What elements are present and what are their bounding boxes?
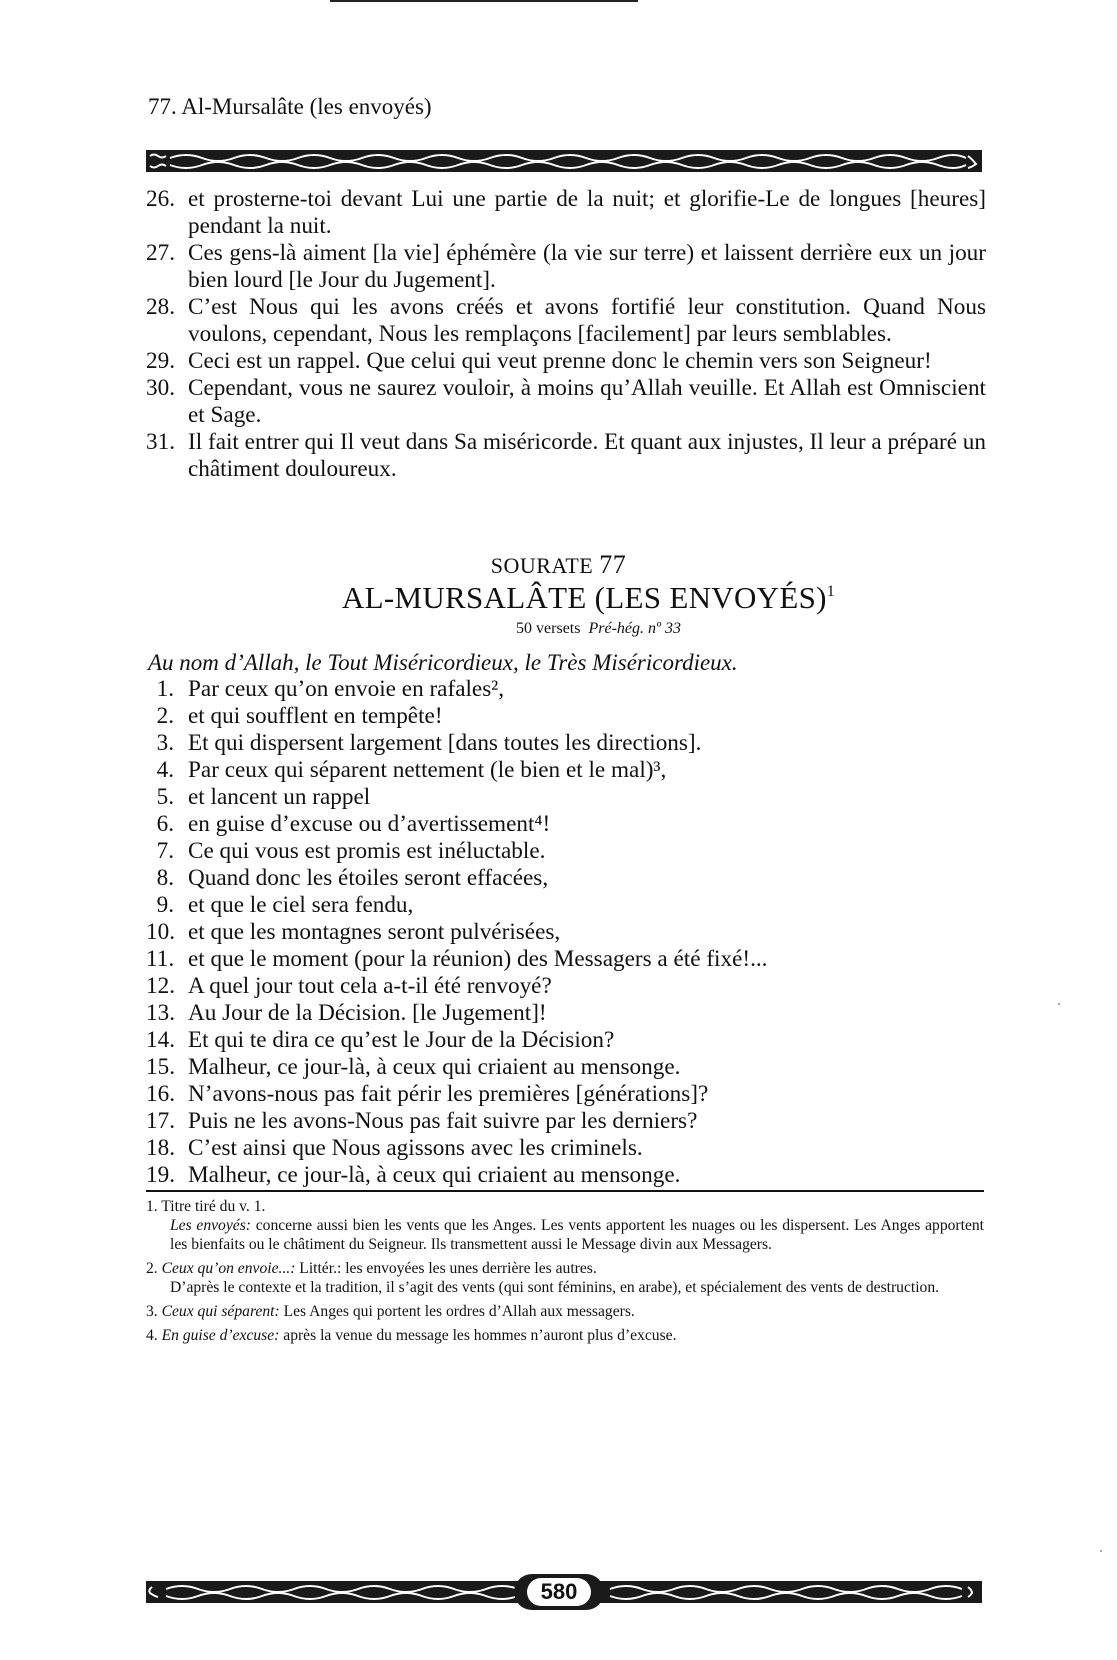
sourate-label xyxy=(0,550,1117,580)
footnote-rule xyxy=(146,1190,984,1192)
verse-text: Au Jour de la Décision. [le Jugement]! xyxy=(188,1000,547,1026)
footnote-text: Littér.: les envoyées les unes derrière les autres. xyxy=(295,1260,597,1277)
verse-number: 4. xyxy=(156,757,174,783)
verse-number: 28. xyxy=(146,294,175,320)
verse xyxy=(146,1027,986,1054)
footnote-term: Ceux qui séparent: xyxy=(161,1303,280,1320)
verse-number: 6. xyxy=(156,811,174,837)
verse-text: C’est Nous qui les avons créés et avons fortifié leur constitution. Quand Nous voulons, cependant, Nous les remplaçons [facilement] par leurs semblables. xyxy=(188,294,986,347)
verse-number: 2. xyxy=(156,703,174,729)
verse-text: Par ceux qui séparent nettement (le bien et le mal)³, xyxy=(188,757,667,783)
verse-number: 16. xyxy=(146,1081,175,1107)
verse xyxy=(146,892,986,919)
verse-number: 3. xyxy=(156,730,174,756)
running-head: 77. Al-Mursalâte (les envoyés) xyxy=(148,94,432,119)
footnote-term: En guise d’excuse: xyxy=(161,1327,280,1344)
verse-number: 12. xyxy=(146,973,175,999)
footnote-text: Les Anges qui portent les ordres d’Allah aux messagers. xyxy=(279,1303,635,1320)
footnote-text: après la venue du message les hommes n’auront plus d’excuse. xyxy=(279,1327,677,1344)
footnote-2-body: D’après le contexte et la tradition, il s’agit des vents (qui sont féminins, en arabe), et spécialement des vents de destruction. xyxy=(170,1279,940,1296)
verse-text: Puis ne les avons-Nous pas fait suivre par les derniers? xyxy=(188,1108,698,1134)
verse xyxy=(146,1108,986,1135)
verse xyxy=(146,1000,986,1027)
verse-text: Et qui dispersent largement [dans toutes les directions]. xyxy=(188,730,702,756)
verse xyxy=(146,676,986,703)
verse-number: 5. xyxy=(156,784,174,810)
verse xyxy=(146,865,986,892)
verse-text: Malheur, ce jour-là, à ceux qui criaient au mensonge. xyxy=(188,1054,681,1080)
verse-26 xyxy=(146,186,986,240)
verse-number: 9. xyxy=(156,892,174,918)
period: Pré-hég. nº 33 xyxy=(588,620,681,637)
footnote-1 xyxy=(146,1197,984,1254)
verse-text: Cependant, vous ne saurez vouloir, à moins qu’Allah veuille. Et Allah est Omniscient et Sage. xyxy=(188,375,986,428)
versets-count: 50 versets xyxy=(516,620,581,637)
verse-28 xyxy=(146,294,986,348)
footnote-number: 4. xyxy=(146,1327,162,1344)
verse-30 xyxy=(146,375,986,429)
footnote-number: 2. xyxy=(146,1260,162,1277)
verse xyxy=(146,946,986,973)
basmala: Au nom d’Allah, le Tout Miséricordieux, le Très Miséricordieux. xyxy=(148,650,738,675)
verse xyxy=(146,919,986,946)
sourate-word: SOURATE xyxy=(490,553,594,578)
verse-number: 27. xyxy=(146,240,175,266)
verse-text: Ces gens-là aiment [la vie] éphémère (la vie sur terre) et laissent derrière eux un jour bien lourd [le Jour du Jugement]. xyxy=(188,240,986,293)
footnote-2 xyxy=(146,1259,984,1297)
verse xyxy=(146,838,986,865)
verse-number: 18. xyxy=(146,1135,175,1161)
verse-number: 26. xyxy=(146,186,175,212)
verse-number: 10. xyxy=(146,919,175,945)
footnote-2-line1 xyxy=(146,1259,984,1278)
scan-speck xyxy=(1100,1550,1102,1552)
verse xyxy=(146,757,986,784)
verse-number: 11. xyxy=(146,946,175,972)
top-ornamental-border xyxy=(146,150,982,172)
verse-number: 31. xyxy=(146,429,175,455)
verse xyxy=(146,811,986,838)
verse-text: Il fait entrer qui Il veut dans Sa miséricorde. Et quant aux injustes, Il leur a préparé un châtiment douloureux. xyxy=(188,429,986,482)
verse-text: Malheur, ce jour-là, à ceux qui criaient au mensonge. xyxy=(188,1162,681,1188)
verse-text: C’est ainsi que Nous agissons avec les criminels. xyxy=(188,1135,643,1161)
verse-number: 13. xyxy=(146,1000,175,1026)
footnote-number: 3. xyxy=(146,1303,162,1320)
verse-number: 29. xyxy=(146,348,175,374)
verse-number: 7. xyxy=(156,838,174,864)
verse xyxy=(146,730,986,757)
verse-text: Ce qui vous est promis est inéluctable. xyxy=(188,838,546,864)
verse-text: et que le ciel sera fendu, xyxy=(188,892,414,918)
verse xyxy=(146,1054,986,1081)
verse-31 xyxy=(146,429,986,483)
verse-text: Par ceux qu’on envoie en rafales², xyxy=(188,676,504,702)
verse-number: 1. xyxy=(156,676,174,702)
verse-29 xyxy=(146,348,986,375)
footnote-1-line1: 1. Titre tiré du v. 1. xyxy=(146,1198,266,1215)
footnote-1-body xyxy=(146,1216,984,1254)
verse-number: 8. xyxy=(156,865,174,891)
verses-26-31 xyxy=(146,186,986,483)
verse-text: et prosterne-toi devant Lui une partie de la nuit; et glorifie-Le de longues [heures] pendant la nuit. xyxy=(188,186,986,239)
verse xyxy=(146,1081,986,1108)
verse-number: 17. xyxy=(146,1108,175,1134)
verse-number: 15. xyxy=(146,1054,175,1080)
verse-text: Et qui te dira ce qu’est le Jour de la Décision? xyxy=(188,1027,615,1053)
verse-text: N’avons-nous pas fait périr les premières [générations]? xyxy=(188,1081,709,1107)
footnote-text: concerne aussi bien les vents que les Anges. Les vents apportent les nuages ou les dispersent. Les Anges apportent les bienfaits ou le châtiment du Seigneur. Ils transmettent aussi le Message divin aux Messagers. xyxy=(170,1217,984,1253)
sourate-title-text: AL-MURSALÂTE (LES ENVOYÉS) xyxy=(341,580,827,615)
verse-text: en guise d’excuse ou d’avertissement⁴! xyxy=(188,811,551,837)
footnotes xyxy=(146,1197,984,1350)
footnote-term: Ceux qu’on envoie...: xyxy=(161,1260,296,1277)
verse-text: et que le moment (pour la réunion) des Messagers a été fixé!... xyxy=(188,946,768,972)
verse-27 xyxy=(146,240,986,294)
verse-text: et qui soufflent en tempête! xyxy=(188,703,443,729)
sourate-title xyxy=(30,580,1117,616)
footnote-term: Les envoyés: xyxy=(170,1217,251,1234)
verse-text: A quel jour tout cela a-t-il été renvoyé? xyxy=(188,973,552,999)
verses-1-19 xyxy=(146,676,986,1189)
footnote-3 xyxy=(146,1302,984,1321)
verse-number: 14. xyxy=(146,1027,175,1053)
footnote-4 xyxy=(146,1326,984,1345)
verse-text: et que les montagnes seront pulvérisées, xyxy=(188,919,561,945)
verse-text: Ceci est un rappel. Que celui qui veut prenne donc le chemin vers son Seigneur! xyxy=(188,348,932,374)
top-rule xyxy=(330,0,638,2)
scan-speck xyxy=(1058,1003,1060,1005)
verse xyxy=(146,784,986,811)
footnote-ref: 1 xyxy=(826,583,836,600)
sourate-number: 77 xyxy=(599,550,627,579)
verse xyxy=(146,1162,986,1189)
sourate-info xyxy=(40,620,1117,638)
verse xyxy=(146,973,986,1000)
verse-text: Quand donc les étoiles seront effacées, xyxy=(188,865,549,891)
verse xyxy=(146,1135,986,1162)
verse-number: 19. xyxy=(146,1162,175,1188)
page-number: 580 xyxy=(527,1578,592,1606)
verse-number: 30. xyxy=(146,375,175,401)
verse xyxy=(146,703,986,730)
verse-text: et lancent un rappel xyxy=(188,784,371,810)
page-number-badge xyxy=(514,1574,604,1610)
